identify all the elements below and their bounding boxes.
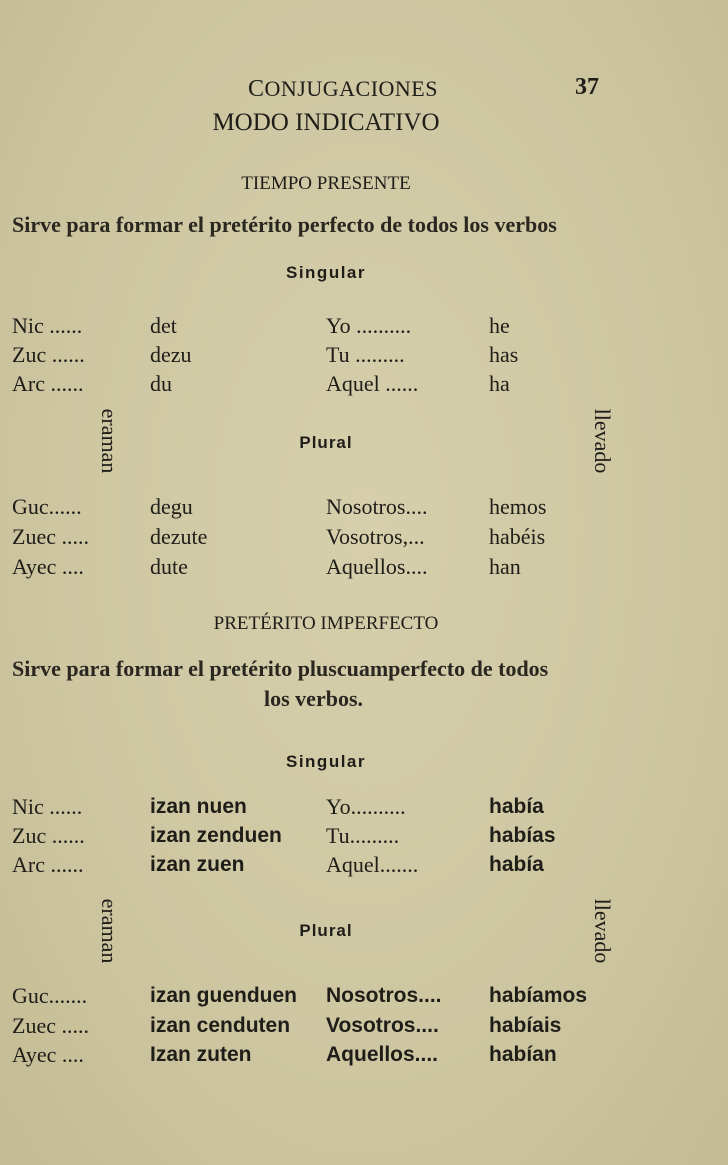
present-pl-spanish-pronoun-2: Vosotros,...	[326, 524, 425, 549]
imperfect-pl-spanish-aux-2: habíais	[489, 1014, 562, 1037]
present-pl-spanish-aux-3: han	[489, 554, 521, 579]
imperfect-sg-spanish-aux-2: habías	[489, 824, 556, 847]
imperfect-vertical-right: llevado	[590, 898, 615, 964]
imperfect-pl-basque-pronoun-1: Guc.......	[12, 983, 88, 1008]
present-sg-basque-aux-1: det	[150, 313, 177, 338]
imperfect-pl-basque-pronoun-2: Zuec .....	[12, 1013, 89, 1038]
imperfect-pl-spanish-aux-3: habían	[489, 1043, 557, 1066]
imperfect-sg-spanish-aux-3: había	[489, 853, 544, 876]
imperfect-pl-spanish-pronoun-2: Vosotros....	[326, 1014, 439, 1037]
running-title	[248, 76, 438, 103]
present-heading: TIEMPO PRESENTE	[241, 173, 411, 194]
imperfect-sg-spanish-aux-1: había	[489, 795, 544, 818]
present-sg-spanish-pronoun-1: Yo ..........	[326, 313, 412, 338]
present-pl-basque-aux-1: degu	[150, 494, 193, 519]
present-sg-basque-pronoun-2: Zuc ......	[12, 342, 85, 367]
present-pl-spanish-aux-1: hemos	[489, 494, 547, 519]
present-pl-basque-aux-2: dezute	[150, 524, 208, 549]
imperfect-description-line2: los verbos.	[264, 686, 363, 711]
present-sg-basque-pronoun-3: Arc ......	[12, 371, 84, 396]
present-sg-basque-aux-3: du	[150, 371, 172, 396]
present-sg-spanish-pronoun-2: Tu .........	[326, 342, 405, 367]
present-pl-basque-pronoun-2: Zuec .....	[12, 524, 89, 549]
present-singular-label: Singular	[285, 263, 366, 282]
running-title-rest: ONJUGACIONES	[264, 76, 438, 101]
present-sg-basque-pronoun-1: Nic ......	[12, 313, 83, 338]
present-pl-basque-pronoun-3: Ayec ....	[12, 554, 84, 579]
present-plural-label: Plural	[299, 433, 353, 452]
imperfect-heading: PRETÉRITO IMPERFECTO	[213, 613, 439, 634]
imperfect-vertical-left: eraman	[97, 898, 122, 964]
imperfect-pl-basque-aux-2: izan cenduten	[150, 1014, 291, 1037]
present-description: Sirve para formar el pretérito perfecto de todos los verbos	[12, 212, 557, 237]
mode-title: MODO INDICATIVO	[212, 109, 440, 136]
imperfect-sg-spanish-pronoun-2: Tu.........	[326, 823, 400, 848]
present-sg-spanish-pronoun-3: Aquel ......	[326, 371, 419, 396]
imperfect-pl-basque-aux-1: izan guenduen	[150, 984, 297, 1007]
present-pl-spanish-aux-2: habéis	[489, 524, 546, 549]
present-vertical-left: eraman	[97, 408, 122, 474]
imperfect-pl-basque-aux-3: Izan zuten	[150, 1043, 252, 1066]
imperfect-description-line1: Sirve para formar el pretérito pluscuamperfecto de todos	[12, 656, 549, 681]
imperfect-sg-spanish-pronoun-1: Yo..........	[326, 794, 406, 819]
present-pl-basque-pronoun-1: Guc......	[12, 494, 82, 519]
imperfect-sg-basque-aux-3: izan zuen	[150, 853, 245, 876]
present-vertical-right: llevado	[590, 408, 615, 474]
imperfect-sg-spanish-pronoun-3: Aquel.......	[326, 852, 419, 877]
page-number: 37	[575, 74, 599, 100]
imperfect-sg-basque-aux-2: izan zenduen	[150, 824, 282, 847]
imperfect-pl-spanish-pronoun-1: Nosotros....	[326, 984, 442, 1007]
imperfect-pl-spanish-pronoun-3: Aquellos....	[326, 1043, 439, 1066]
imperfect-plural-label: Plural	[299, 921, 353, 940]
present-sg-spanish-aux-1: he	[489, 313, 510, 338]
present-pl-basque-aux-3: dute	[150, 554, 188, 579]
imperfect-sg-basque-pronoun-3: Arc ......	[12, 852, 84, 877]
imperfect-singular-label: Singular	[285, 752, 366, 771]
imperfect-pl-spanish-aux-1: habíamos	[489, 984, 588, 1007]
present-pl-spanish-pronoun-3: Aquellos....	[326, 554, 428, 579]
present-sg-basque-aux-2: dezu	[150, 342, 192, 367]
imperfect-sg-basque-pronoun-1: Nic ......	[12, 794, 83, 819]
imperfect-sg-basque-pronoun-2: Zuc ......	[12, 823, 85, 848]
imperfect-pl-basque-pronoun-3: Ayec ....	[12, 1042, 84, 1067]
present-sg-spanish-aux-2: has	[489, 342, 519, 367]
imperfect-sg-basque-aux-1: izan nuen	[150, 795, 247, 818]
present-sg-spanish-aux-3: ha	[489, 371, 510, 396]
running-title-initial: C	[248, 76, 265, 102]
present-pl-spanish-pronoun-1: Nosotros....	[326, 494, 428, 519]
